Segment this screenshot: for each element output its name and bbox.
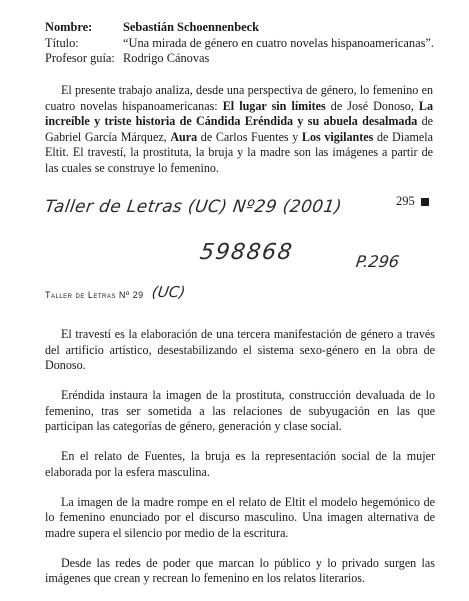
header-row-name xyxy=(45,20,434,36)
novel-title-eltit: Los vigilantes xyxy=(301,129,374,144)
paragraph-travesti: El travestí es la elaboración de una tercera manifestación de género a través del artificio artístico, desestabilizando el sistema sexo-género en la obra de Donoso. xyxy=(45,327,435,372)
handwritten-citation: Taller de Letras (UC) Nº29 (2001) xyxy=(43,197,344,217)
running-head: Taller de Letras Nº 29 xyxy=(45,290,144,300)
abstract-text-1: El presente trabajo analiza, desde una perspectiva de género, lo femenino en cuatro novelas hispanoamericanas: xyxy=(45,83,433,113)
abstract-paragraph xyxy=(45,83,433,177)
abstract-text-3: de Gabriel García Márquez, xyxy=(45,114,433,144)
body-text xyxy=(45,327,435,601)
advisor-name: Rodrigo Cánovas xyxy=(123,51,210,65)
paragraph-madre: La imagen de la madre rompe en el relato de Eltit el modelo hegemónico de lo femenino enunciado por el discurso masculino. Una imagen alternativa de madre supera el silencio por medio de la escritura. xyxy=(45,494,435,540)
thesis-title: “Una mirada de género en cuatro novelas hispanoamericanas”. xyxy=(123,35,435,50)
advisor-label: Profesor guía: xyxy=(45,51,115,65)
abstract-text-2: de José Donoso, xyxy=(325,98,419,113)
abstract-text-5: de Diamela Eltit. El travestí, la prostituta, la bruja y la madre son las imágenes a partir de las cuales se construye lo femenino. xyxy=(45,129,433,175)
paragraph-conclusion: Desde las redes de poder que marcan lo público y lo privado surgen las imágenes que crean y recrean lo femenino en los relatos literarios. xyxy=(45,555,435,585)
thesis-header xyxy=(45,20,434,67)
novel-title-garcia-marquez: La increíble y triste historia de Cándida Eréndida y su abuela desalmada xyxy=(45,98,433,129)
author-name: Sebastián Schoennenbeck xyxy=(123,20,259,34)
header-row-advisor xyxy=(45,51,434,67)
name-label: Nombre: xyxy=(45,20,93,34)
abstract-text-4: de Carlos Fuentes y xyxy=(197,129,302,144)
page-number xyxy=(396,194,429,209)
handwritten-running-note: (UC) xyxy=(150,283,187,301)
paragraph-prostituta: Eréndida instaura la imagen de la prostituta, construcción devaluada de lo femenino, tras ser sometida a las relaciones de subyugación en las que participan las categorías de género, generación y clase social. xyxy=(45,388,435,433)
novel-title-donoso: El lugar sin límites xyxy=(222,98,326,113)
paragraph-bruja: En el relato de Fuentes, la bruja es la representación social de la mujer elaborada por la esfera masculina. xyxy=(45,449,435,479)
end-square-icon xyxy=(421,198,429,206)
handwritten-page-ref: P.296 xyxy=(354,252,401,271)
page-number-text: 295 xyxy=(396,194,415,208)
novel-title-fuentes: Aura xyxy=(170,129,198,144)
header-row-title xyxy=(45,36,434,52)
title-label: Título: xyxy=(45,35,79,50)
handwritten-code: 598868 xyxy=(198,240,295,265)
